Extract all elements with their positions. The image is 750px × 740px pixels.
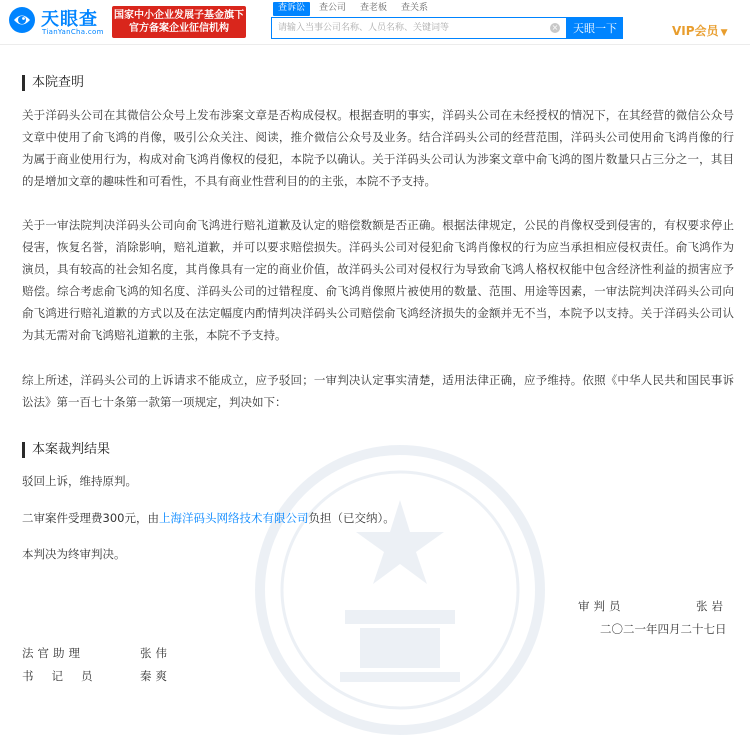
judgment-date: 二〇二一年四月二十七日 [600, 622, 727, 636]
company-link[interactable]: 上海洋码头网络技术有限公司 [158, 511, 309, 525]
findings-paragraph-3: 综上所述，洋码头公司的上诉请求不能成立，应予驳回；一审判决认定事实清楚，适用法律正确，应予维持。依照《中华人民共和国民事诉讼法》第一百七十条第一款第一项规定，判决如下： [22, 373, 734, 409]
assistant-role: 法官助理 [22, 646, 84, 660]
certification-badge[interactable] [112, 6, 246, 38]
logo-eye-icon [8, 6, 36, 34]
tianyancha-logo[interactable] [8, 4, 108, 40]
findings-paragraph-2: 关于一审法院判决洋码头公司向俞飞鸿进行赔礼道歉及认定的赔偿数额是否正确。根据法律规定，公民的肖像权受到侵害的，有权要求停止侵害，恢复名誉，消除影响，赔礼道歉，并可以要求赔偿损失。洋码头公司对侵犯俞飞鸿肖像权的行为应当承担相应侵权责任。俞飞鸿作为演员，具有较高的社会知名度，其肖像具有一定的商业价值，故洋码头公司对侵权行为导致俞飞鸿人格权权能中包含经济性利益的损害应予赔偿。综合考虑俞飞鸿的知名度、洋码头公司的过错程度、俞飞鸿肖像照片被使用的数量、范围、用途等因素，一审法院判决洋码头公司向俞飞鸿进行赔礼道歉的方式以及在法定幅度内酌情判决洋码头公司赔偿俞飞鸿经济损失的金额并无不当，本院予以支持。关于洋码头公司认为其无需对俞飞鸿赔礼道歉的主张，本院不予支持。 [22, 218, 734, 342]
chevron-down-icon: ▼ [720, 28, 728, 38]
tab-company[interactable]: 查公司 [319, 3, 347, 13]
search-box [271, 17, 567, 39]
result-line-3: 本判决为终审判决。 [22, 547, 126, 561]
section-title-findings: 本院查明 [22, 75, 84, 91]
logo-text: 天眼查 [41, 9, 98, 30]
assistant-name: 张伟 [140, 646, 171, 660]
badge-line-1: 国家中小企业发展子基金旗下 [114, 10, 244, 21]
search-button[interactable]: 天眼一下 [567, 17, 623, 39]
findings-paragraph-1: 关于洋码头公司在其微信公众号上发布涉案文章是否构成侵权。根据查明的事实，洋码头公司在未经授权的情况下，在其经营的微信公众号文章中使用了俞飞鸿的肖像，吸引公众关注、阅读，推介微信公众号及业务。结合洋码头公司的经营范围，洋码头公司使用俞飞鸿肖像的行为属于商业使用行为，构成对俞飞鸿肖像权的侵犯，本院予以确认。关于洋码头公司认为涉案文章中俞飞鸿的图片数量只占三分之一，其目的是增加文章的趣味性和可看性，不具有商业性营利目的的主张，本院不予支持。 [22, 108, 734, 188]
tab-boss[interactable]: 查老板 [360, 3, 388, 13]
logo-domain: TianYanCha.com [42, 28, 104, 36]
judge-name: 张岩 [696, 599, 727, 613]
search-input[interactable] [272, 18, 554, 38]
search-tabs [273, 2, 433, 16]
vip-menu[interactable] [672, 22, 727, 39]
tab-relation[interactable]: 查关系 [401, 3, 429, 13]
judge-role: 审判员 [578, 599, 625, 613]
vip-label: VIP会员 [672, 24, 719, 38]
result-line-1: 驳回上诉，维持原判。 [22, 474, 137, 488]
section-title-result: 本案裁判结果 [22, 442, 110, 458]
badge-line-2: 官方备案企业征信机构 [129, 23, 229, 34]
result-fee-line [22, 510, 395, 526]
tab-lawsuit[interactable]: 查诉讼 [273, 2, 310, 16]
court-emblem-watermark [250, 440, 550, 740]
fee-suffix: 负担（已交纳）。 [308, 511, 395, 525]
clerk-name: 秦爽 [140, 669, 171, 683]
fee-prefix: 二审案件受理费300元，由 [22, 511, 159, 525]
clerk-role: 书记员 [22, 669, 111, 683]
top-header [0, 0, 750, 45]
clear-icon[interactable]: × [551, 23, 559, 32]
